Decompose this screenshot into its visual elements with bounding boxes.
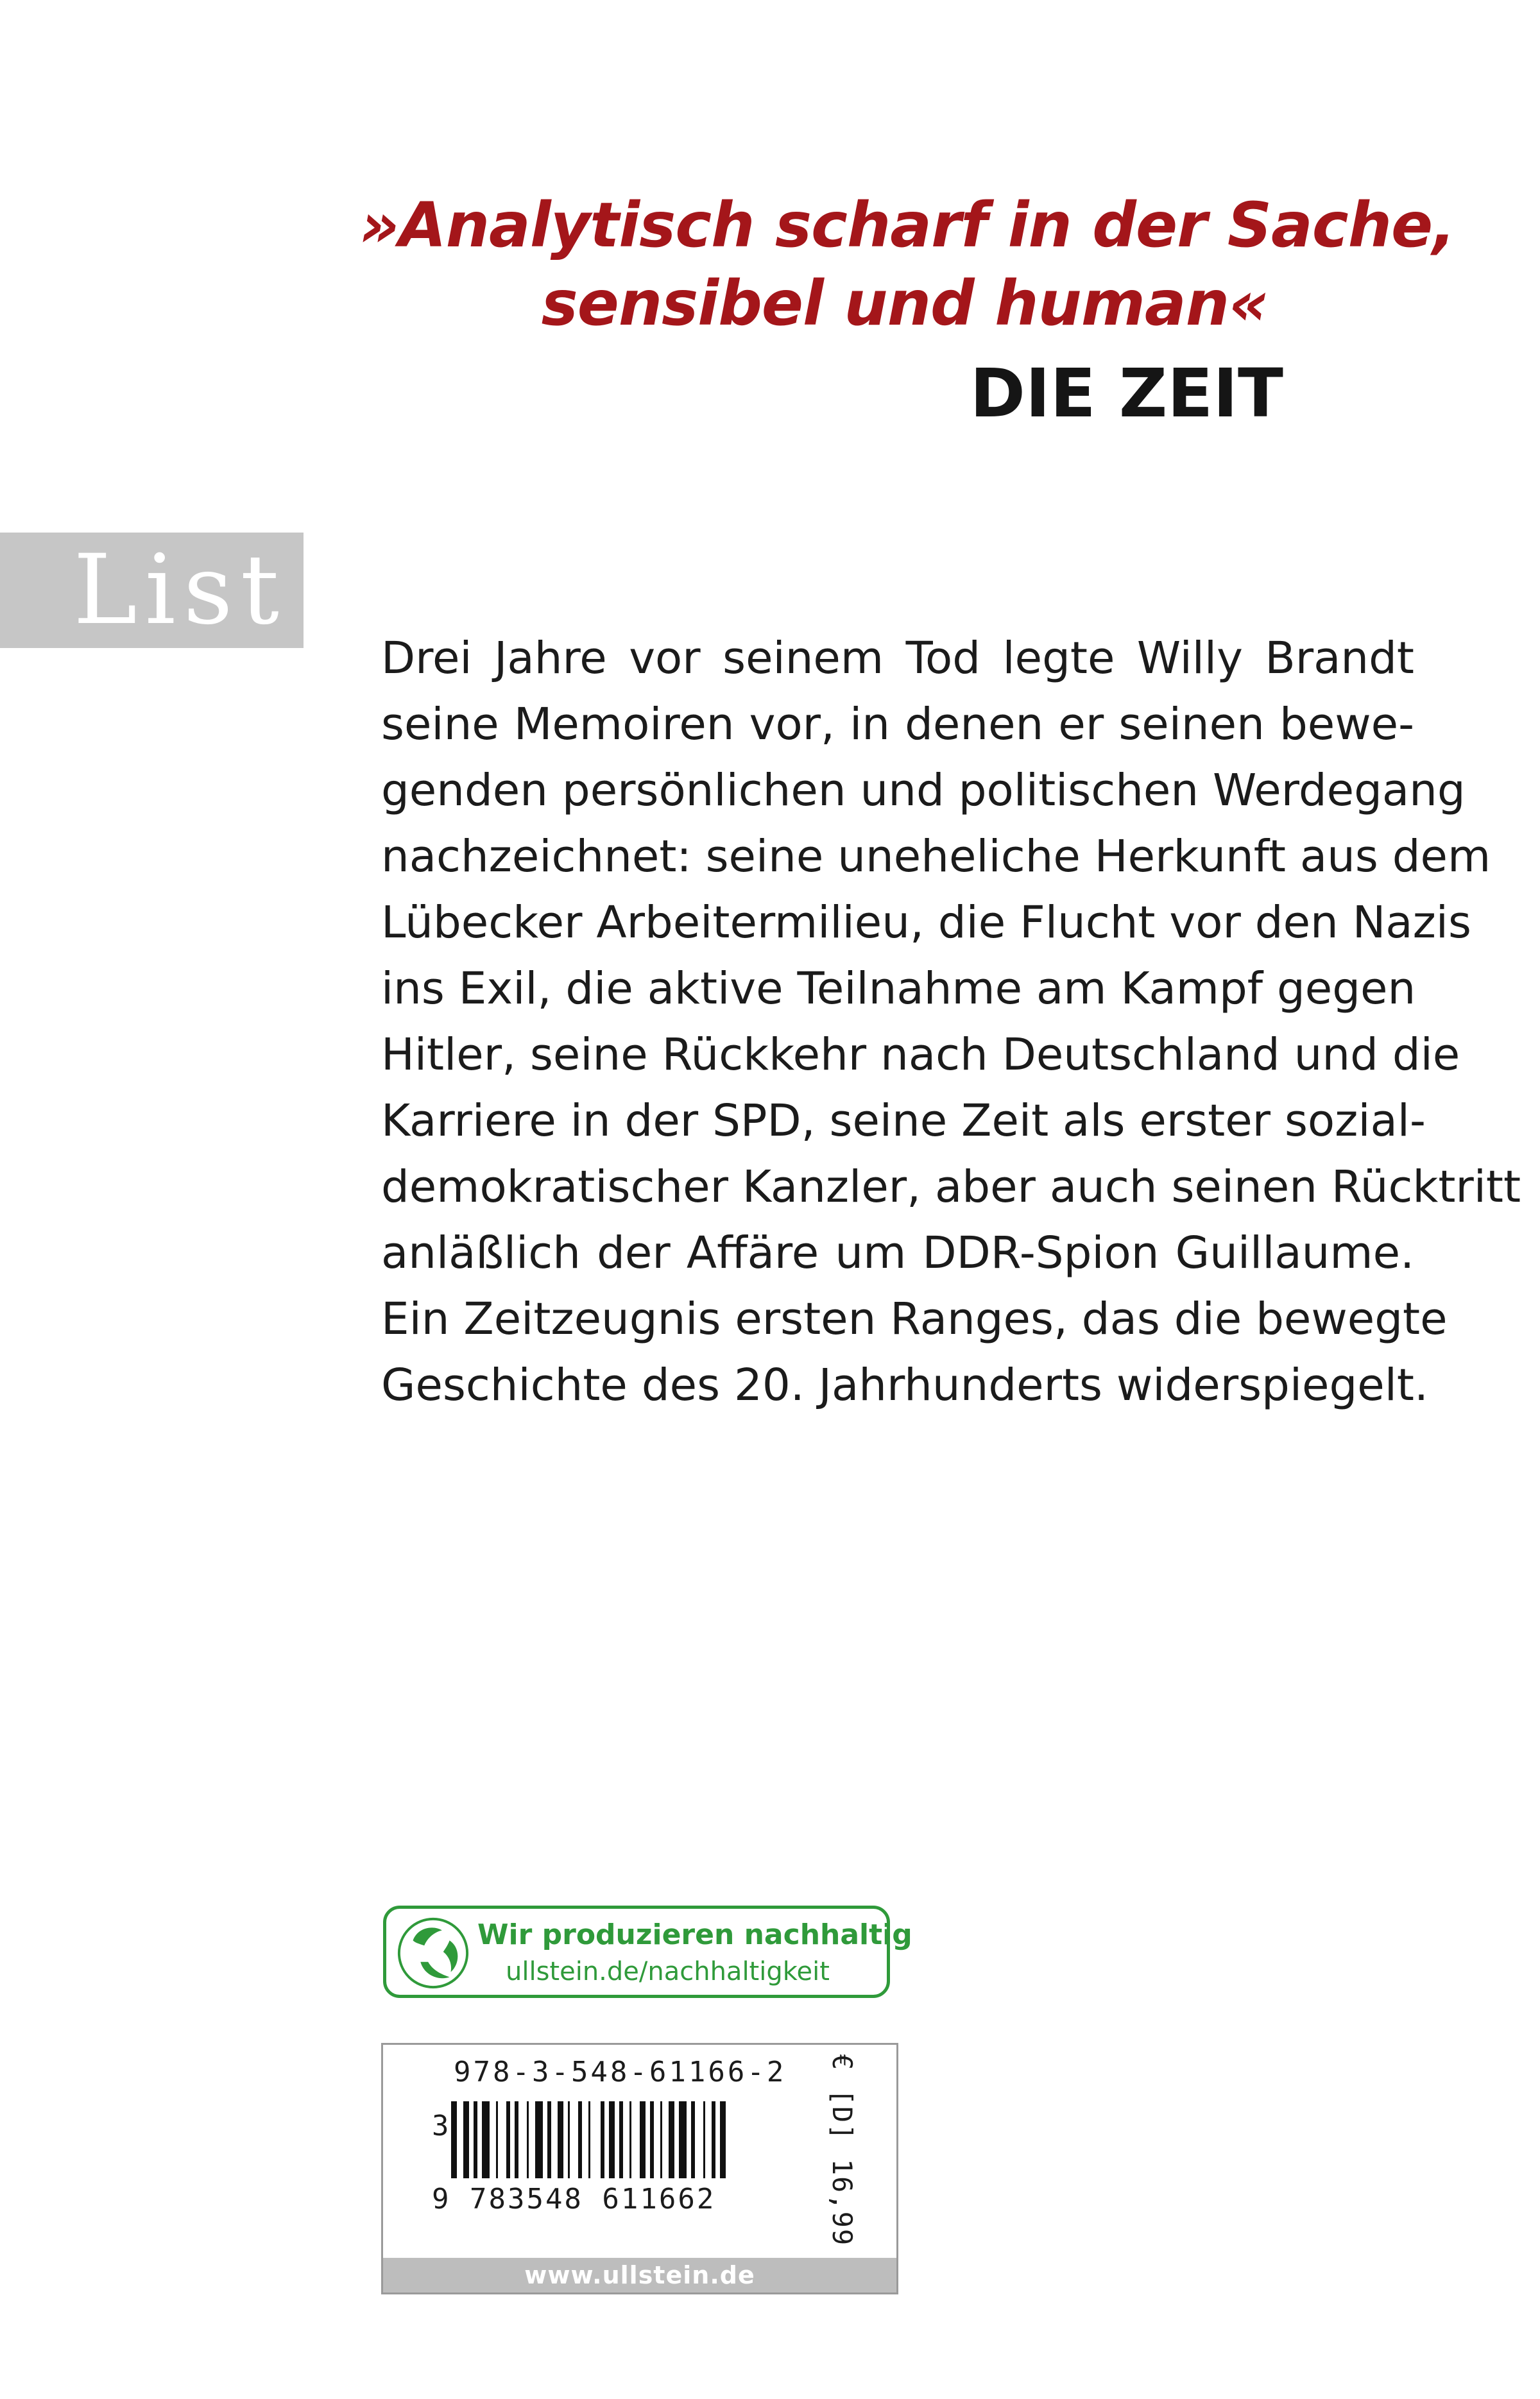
blurb-line: genden persönlichen und politischen Werdegang <box>381 765 1466 816</box>
cover-quote <box>359 186 1455 343</box>
blurb-line: ins Exil, die aktive Teilnahme am Kampf gegen <box>381 963 1416 1014</box>
sustainability-title: Wir produzieren nachhaltig <box>477 1918 912 1951</box>
publisher-url: www.ullstein.de <box>524 2261 755 2289</box>
blurb-text <box>381 626 1521 1419</box>
leaf-recycle-icon <box>395 1915 471 1991</box>
sustainability-badge <box>383 1906 912 1998</box>
blurb-line: Hitler, seine Rückkehr nach Deutschland und die <box>381 1029 1460 1080</box>
quote-line-1: »Analytisch scharf in der Sache, <box>359 189 1455 261</box>
quote-line-2: sensibel und human« <box>541 268 1269 339</box>
price-label: € [D] 16,99 <box>826 2054 858 2247</box>
blurb-line: Lübecker Arbeitermilieu, die Flucht vor den Nazis <box>381 897 1471 948</box>
quote-source: DIE ZEIT <box>970 354 1283 432</box>
blurb-line: anläßlich der Affäre um DDR-Spion Guillaume. <box>381 1227 1414 1279</box>
publisher-url-bar <box>383 2258 896 2292</box>
blurb-line: Karriere in der SPD, seine Zeit als erster sozial- <box>381 1095 1426 1147</box>
blurb-line: Drei Jahre vor seinem Tod legte Willy Brandt <box>381 633 1414 684</box>
blurb-line: nachzeichnet: seine uneheliche Herkunft aus dem <box>381 831 1491 882</box>
blurb-line: Geschichte des 20. Jahrhunderts widerspiegelt. <box>381 1360 1428 1411</box>
isbn-number: 978-3-548-61166-2 <box>454 2056 787 2088</box>
blurb-line: Ein Zeitzeugnis ersten Ranges, das die bewegte <box>381 1293 1448 1345</box>
barcode-digits: 9 783548 611662 <box>432 2183 716 2215</box>
blurb-line: demokratischer Kanzler, aber auch seinen Rücktritt <box>381 1161 1521 1213</box>
publisher-logo <box>0 533 304 648</box>
publisher-logo-text: List <box>73 534 287 646</box>
ean-barcode <box>428 2101 826 2185</box>
sustainability-url: ullstein.de/nachhaltigkeit <box>506 1957 830 1986</box>
barcode-side-digit: 3 <box>432 2110 449 2142</box>
blurb-line: seine Memoiren vor, in denen er seinen bewe- <box>381 699 1414 750</box>
barcode-panel <box>381 2043 898 2294</box>
